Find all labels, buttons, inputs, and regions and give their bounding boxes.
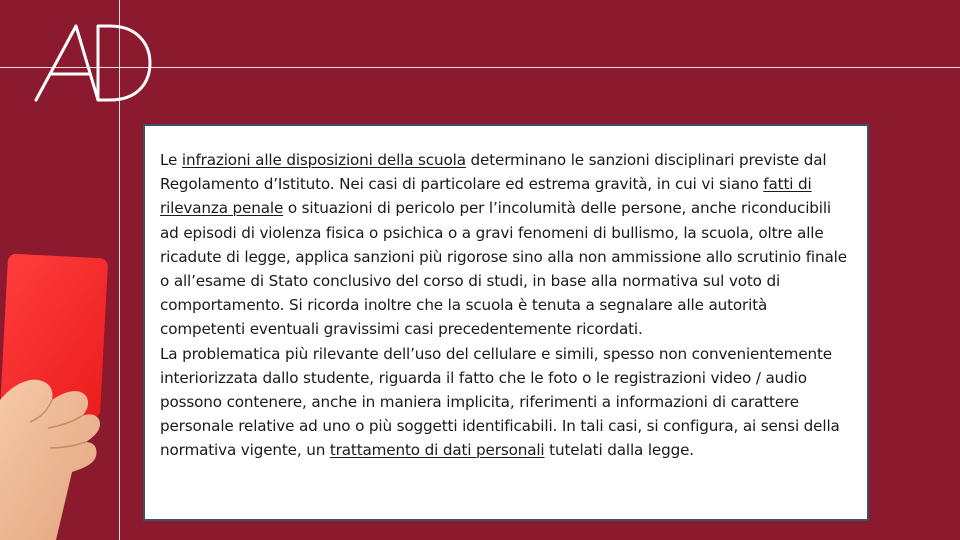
- underlined-phrase: fatti di rilevanza penale: [160, 175, 812, 218]
- paragraph-1: Le infrazioni alle disposizioni della scuola determinano le sanzioni disciplinari previste dal Regolamento d’Istituto. Nei casi di particolare ed estrema gravità, in cui vi siano fatti di rilevanza penale o situazioni di pericolo per l’incolumità delle persone, anche riconducibili ad episodi di violenza fisica o psichica o a gravi fenomeni di bullismo, la scuola, oltre alle ricadute di legge, applica sanzioni più rigorose sino alla non ammissione allo scrutinio finale o all’esame di Stato conclusivo del corso di studi, in base alla normativa sul voto di comportamento. Si ricorda inoltre che la scuola è tenuta a segnalare alle autorità competenti eventuali gravissimi casi precedentemente ricordati.: [160, 151, 847, 339]
- paragraph-2: La problematica più rilevante dell’uso del cellulare e simili, spesso non convenientemente interiorizzata dallo studente, riguarda il fatto che le foto o le registrazioni video / audio possono contenere, anche in maniera implicita, riferimenti a informazioni di carattere personale relative ad uno o più soggetti identificabili. In tali casi, si configura, ai sensi della normativa vigente, un trattamento di dati personali tutelati dalla legge.: [160, 344, 840, 460]
- ad-monogram-logo-icon: [28, 18, 158, 108]
- hand-holding-red-card-icon: [0, 250, 120, 540]
- underlined-phrase: trattamento di dati personali: [329, 441, 545, 460]
- text-box: [143, 124, 869, 521]
- underlined-phrase: infrazioni alle disposizioni della scuola: [181, 151, 466, 169]
